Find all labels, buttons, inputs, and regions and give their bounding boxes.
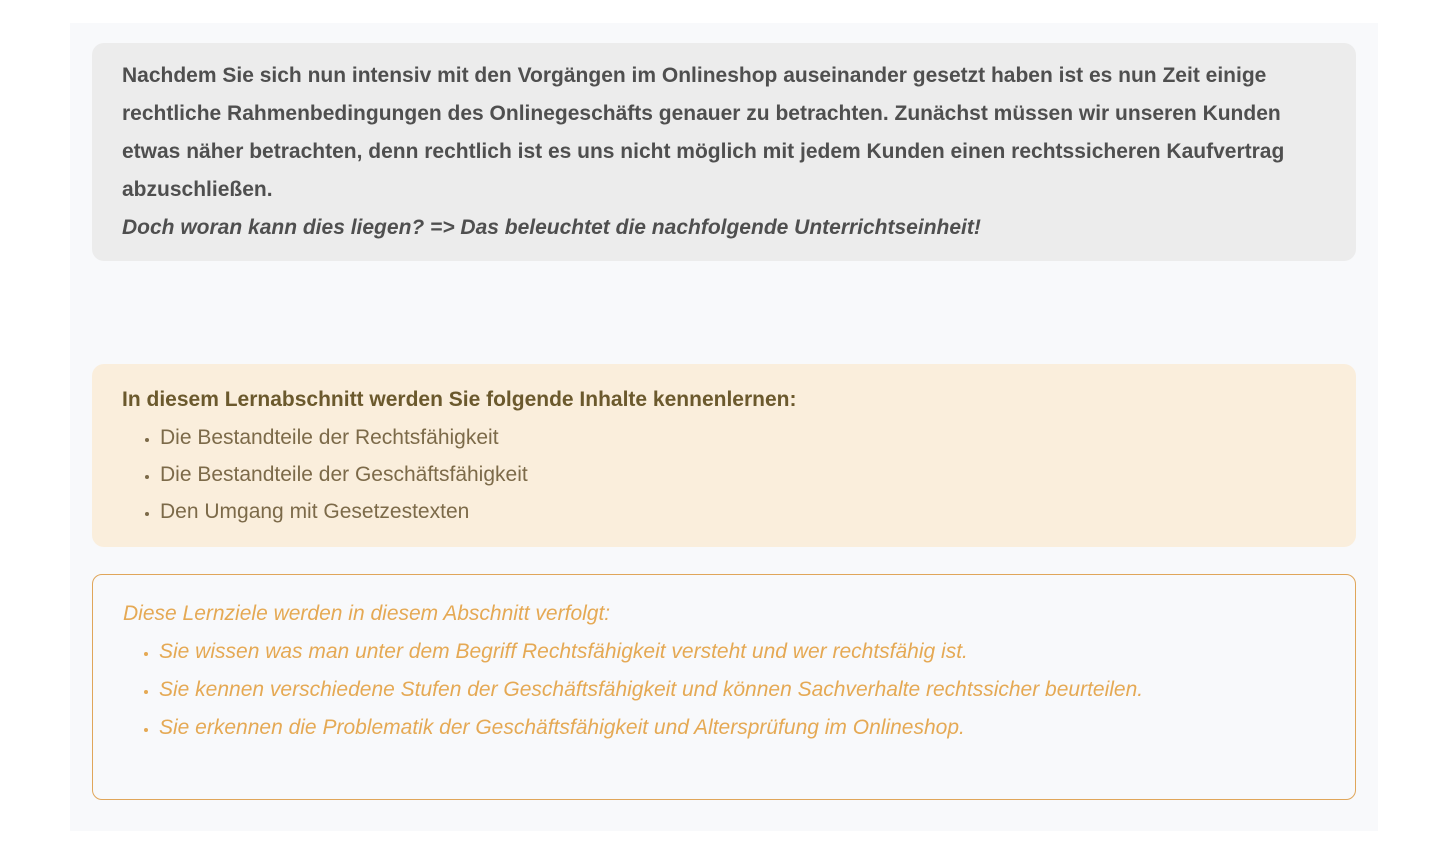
list-item: • Sie wissen was man unter dem Begriff Rechtsfähigkeit versteht und wer rechtsfähig ist.	[159, 633, 1325, 671]
list-item: • Die Bestandteile der Rechtsfähigkeit	[160, 419, 1326, 456]
contents-box	[92, 364, 1356, 547]
list-item: • Sie erkennen die Problematik der Geschäftsfähigkeit und Altersprüfung im Onlineshop.	[159, 709, 1325, 747]
list-item: • Sie kennen verschiedene Stufen der Geschäftsfähigkeit und können Sachverhalte rechtssicher beurteilen.	[159, 671, 1325, 709]
intro-paragraph: Nachdem Sie sich nun intensiv mit den Vorgängen im Onlineshop auseinander gesetzt haben ist es nun Zeit einige rechtliche Rahmenbedingungen des Onlinegeschäfts genauer zu betrachten. Zunächst müssen wir unseren Kunden etwas näher betrachten, denn rechtlich ist es uns nicht möglich mit jedem Kunden einen rechtssicheren Kaufvertrag abzuschließen.	[122, 64, 1285, 201]
list-item: • Die Bestandteile der Geschäftsfähigkeit	[160, 456, 1326, 493]
course-content-area	[70, 23, 1378, 831]
intro-question: Doch woran kann dies liegen? => Das beleuchtet die nachfolgende Unterrichtseinheit!	[122, 216, 981, 239]
goals-box	[92, 574, 1356, 800]
goals-list	[123, 633, 1325, 747]
contents-list	[122, 419, 1326, 530]
list-item: • Den Umgang mit Gesetzestexten	[160, 493, 1326, 530]
intro-box	[92, 43, 1356, 261]
contents-heading: In diesem Lernabschnitt werden Sie folgende Inhalte kennenlernen:	[122, 388, 797, 411]
goals-heading: Diese Lernziele werden in diesem Abschnitt verfolgt:	[123, 602, 611, 625]
